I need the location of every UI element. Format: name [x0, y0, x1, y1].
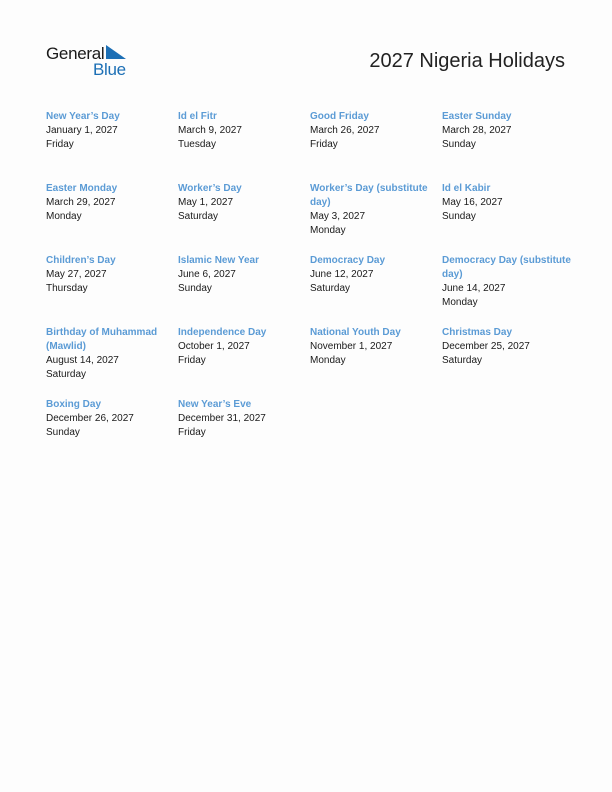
holiday-name: Independence Day — [178, 327, 267, 338]
holiday-day: Friday — [178, 355, 206, 366]
holiday-entry — [178, 110, 310, 182]
holiday-date: May 27, 2027 — [46, 269, 107, 280]
holiday-entry — [442, 182, 574, 254]
holiday-date: November 1, 2027 — [310, 341, 393, 352]
holiday-entry — [46, 182, 178, 254]
holiday-day: Saturday — [442, 355, 483, 366]
holiday-date: June 6, 2027 — [178, 269, 236, 280]
holiday-name: New Year’s Eve — [178, 399, 252, 410]
holiday-entry — [310, 254, 442, 326]
holiday-entry — [442, 254, 574, 326]
holiday-entry — [46, 254, 178, 326]
holiday-day: Saturday — [46, 369, 87, 380]
holiday-date: December 25, 2027 — [442, 341, 530, 352]
holiday-day: Thursday — [46, 283, 88, 294]
holiday-name: Id el Kabir — [442, 183, 491, 194]
logo-word-blue: Blue — [93, 60, 126, 79]
holiday-entry — [310, 326, 442, 398]
holiday-entry — [310, 110, 442, 182]
holiday-entry — [46, 110, 178, 182]
logo-word-general: General — [46, 44, 105, 63]
holiday-date: December 31, 2027 — [178, 413, 266, 424]
holiday-entry — [46, 326, 178, 398]
holiday-entry — [442, 110, 574, 182]
holiday-day: Friday — [178, 427, 206, 438]
holiday-day: Tuesday — [178, 139, 216, 150]
holiday-name: Easter Sunday — [442, 111, 512, 122]
holiday-name: New Year’s Day — [46, 111, 120, 122]
holiday-date: March 28, 2027 — [442, 125, 512, 136]
holiday-entry — [178, 326, 310, 398]
holiday-name: Democracy Day (substitute day) — [442, 255, 571, 280]
holiday-day: Sunday — [442, 211, 476, 222]
holiday-name: Worker’s Day (substitute day) — [310, 183, 428, 208]
holiday-date: October 1, 2027 — [178, 341, 250, 352]
holiday-grid — [46, 110, 576, 470]
holiday-date: May 1, 2027 — [178, 197, 234, 208]
holiday-name: National Youth Day — [310, 327, 401, 338]
holiday-day: Saturday — [310, 283, 351, 294]
holiday-entry — [178, 182, 310, 254]
holiday-day: Saturday — [178, 211, 219, 222]
holiday-entry — [46, 398, 178, 470]
holiday-day: Sunday — [46, 427, 80, 438]
holiday-name: Democracy Day — [310, 255, 386, 266]
holiday-date: March 26, 2027 — [310, 125, 380, 136]
holiday-date: January 1, 2027 — [46, 125, 118, 136]
holiday-day: Friday — [310, 139, 338, 150]
page-title: 2027 Nigeria Holidays — [369, 50, 565, 72]
holiday-name: Good Friday — [310, 111, 369, 122]
holiday-name: Children’s Day — [46, 255, 116, 266]
holiday-date: June 12, 2027 — [310, 269, 374, 280]
holiday-date: June 14, 2027 — [442, 283, 506, 294]
holiday-day: Monday — [310, 355, 346, 366]
holiday-entry — [310, 182, 442, 254]
holiday-date: May 3, 2027 — [310, 211, 366, 222]
logo-triangle-icon — [106, 45, 126, 59]
holiday-date: August 14, 2027 — [46, 355, 119, 366]
holiday-name: Birthday of Muhammad (Mawlid) — [46, 327, 158, 352]
holiday-day: Monday — [310, 225, 346, 236]
holiday-day: Sunday — [442, 139, 476, 150]
holiday-date: March 9, 2027 — [178, 125, 242, 136]
holiday-name: Christmas Day — [442, 327, 513, 338]
brand-logo — [46, 44, 136, 80]
holiday-name: Islamic New Year — [178, 255, 259, 266]
holiday-name: Id el Fitr — [178, 111, 217, 122]
holiday-entry — [178, 254, 310, 326]
holiday-name: Boxing Day — [46, 399, 102, 410]
holiday-day: Friday — [46, 139, 74, 150]
holiday-date: March 29, 2027 — [46, 197, 116, 208]
holiday-day: Monday — [46, 211, 82, 222]
holiday-date: December 26, 2027 — [46, 413, 134, 424]
holiday-entry — [178, 398, 310, 470]
holiday-entry — [442, 326, 574, 398]
holiday-name: Easter Monday — [46, 183, 118, 194]
holiday-day: Monday — [442, 297, 478, 308]
holiday-day: Sunday — [178, 283, 212, 294]
holiday-name: Worker’s Day — [178, 183, 242, 194]
holiday-date: May 16, 2027 — [442, 197, 503, 208]
